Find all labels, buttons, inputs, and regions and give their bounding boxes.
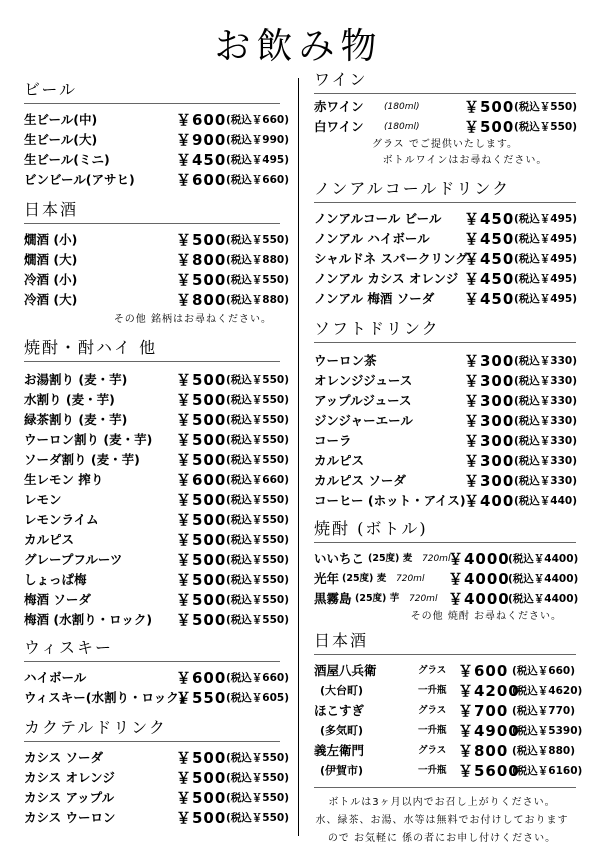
menu-item-price: ￥900	[176, 131, 227, 149]
section-underline	[314, 542, 576, 543]
wine-note-glass: グラス でご提供いたします。	[371, 139, 519, 150]
menu-item	[24, 470, 290, 490]
menu-item-tax: (税込￥4400)	[508, 573, 579, 585]
menu-item	[24, 270, 290, 290]
menu-item-tax: (税込￥550)	[226, 374, 290, 386]
menu-item-name: 梅酒 (水割り・ロック)	[24, 612, 153, 627]
section-title: ソフトドリンク	[314, 319, 440, 338]
menu-item-name: グレープフルーツ	[24, 552, 123, 567]
menu-item	[24, 590, 290, 610]
menu-item-price: ￥500	[176, 571, 227, 589]
menu-item-tax: (税込￥660)	[226, 474, 290, 486]
menu-item-name: ソーダ割り (麦・芋)	[24, 452, 140, 467]
section-title: 日本酒	[314, 631, 369, 650]
menu-item	[24, 410, 290, 430]
menu-item-name: 水割り (麦・芋)	[24, 392, 115, 407]
menu-item	[24, 788, 290, 808]
menu-item	[314, 681, 583, 701]
section-title: 焼酎 (ボトル)	[314, 519, 428, 538]
menu-item-tax: (税込￥330)	[514, 395, 578, 407]
menu-item	[314, 391, 576, 411]
menu-item	[24, 170, 290, 190]
bottle-shochu-section	[314, 519, 579, 625]
menu-item	[24, 768, 290, 788]
menu-item-name: 赤ワイン	[314, 99, 364, 114]
menu-item	[24, 808, 290, 828]
menu-item	[24, 748, 290, 768]
menu-item-price: ￥500	[176, 511, 227, 529]
menu-item-tax: (税込￥6160)	[512, 765, 583, 777]
menu-item-name: カシス アップル	[24, 790, 115, 805]
menu-item	[314, 229, 576, 249]
section-title: カクテルドリンク	[24, 718, 167, 737]
menu-item-size: 720ml	[409, 594, 438, 604]
menu-item	[314, 589, 579, 609]
menu-item	[314, 249, 576, 269]
menu-item	[24, 668, 290, 688]
wine-note-bottle: ボトルワインはお尋ねください。	[382, 155, 548, 166]
menu-item-price: ￥600	[458, 662, 509, 680]
menu-title: お飲み物	[214, 26, 383, 67]
menu-item-tax: (税込￥550)	[226, 394, 290, 406]
menu-item-price: ￥450	[464, 250, 515, 268]
menu-item	[314, 741, 576, 761]
menu-item-name: レモン	[24, 492, 62, 507]
menu-item-price: ￥500	[176, 411, 227, 429]
menu-item-price: ￥600	[176, 111, 227, 129]
menu-item	[314, 97, 576, 117]
menu-list	[314, 549, 579, 609]
section-underline	[314, 202, 576, 203]
menu-item-tax: (税込￥605)	[226, 692, 290, 704]
menu-item-price: ￥500	[176, 431, 227, 449]
menu-list	[24, 748, 290, 828]
menu-item	[314, 451, 576, 471]
menu-item-name: カルピス	[24, 532, 75, 547]
menu-item-price: ￥500	[176, 531, 227, 549]
menu-item-price: ￥500	[176, 271, 227, 289]
menu-item-tax: (税込￥880)	[226, 254, 290, 266]
section-title: 焼酎・酎ハイ 他	[24, 338, 158, 357]
menu-item-name: カシス オレンジ	[24, 770, 115, 785]
footer-note: 水、緑茶、お湯、水等は無料でお付けしております	[315, 815, 569, 826]
menu-item-tax: (税込￥495)	[514, 273, 578, 285]
menu-item-price: ￥500	[464, 118, 515, 136]
menu-item-price: ￥300	[464, 432, 515, 450]
menu-item	[24, 510, 290, 530]
menu-item	[24, 390, 290, 410]
footer-note: ので お気軽に 係の者にお申し付けください。	[327, 833, 557, 844]
menu-item-price: ￥550	[176, 689, 227, 707]
menu-item-tax: (税込￥550)	[514, 121, 578, 133]
menu-item-price: ￥450	[464, 270, 515, 288]
menu-item-price: ￥800	[176, 291, 227, 309]
menu-item-price: ￥300	[464, 372, 515, 390]
menu-item-price: ￥600	[176, 471, 227, 489]
menu-list	[24, 668, 290, 708]
footer-divider	[314, 787, 576, 788]
menu-item-name: カルピス	[314, 453, 365, 468]
menu-item-name: ウィスキー(水割り・ロック)	[24, 690, 185, 705]
menu-item-name: 生ビール(大)	[24, 132, 98, 147]
menu-item-name: 緑茶割り (麦・芋)	[24, 412, 128, 427]
section-underline	[24, 361, 280, 362]
menu-item-tax: (税込￥4400)	[508, 593, 579, 605]
menu-item-price: ￥300	[464, 392, 515, 410]
menu-item-price: ￥450	[176, 151, 227, 169]
menu-item	[314, 351, 576, 371]
menu-item	[314, 371, 576, 391]
menu-item	[24, 290, 290, 310]
menu-list	[24, 110, 290, 190]
menu-item-size: (180ml)	[384, 122, 420, 132]
section-underline	[24, 741, 280, 742]
menu-item-tax: (税込￥330)	[514, 435, 578, 447]
menu-item	[24, 530, 290, 550]
menu-item-price: ￥300	[464, 452, 515, 470]
menu-item-name: コーラ	[314, 433, 352, 448]
menu-item-tax: (税込￥880)	[512, 745, 576, 757]
menu-item-tax: (税込￥495)	[226, 154, 290, 166]
menu-item-name: (伊賀市)	[320, 764, 364, 777]
menu-item	[24, 430, 290, 450]
menu-item-tax: (税込￥550)	[226, 792, 290, 804]
menu-item-name: いいちこ	[314, 551, 365, 566]
menu-item-name: ノンアル カシス オレンジ	[314, 271, 459, 286]
beer-section	[24, 80, 290, 190]
menu-item-name: 酒屋八兵衛	[314, 663, 377, 678]
menu-item	[314, 431, 576, 451]
menu-item	[314, 117, 576, 137]
sake-bottle-section	[314, 631, 583, 781]
shochu-section	[24, 338, 290, 630]
menu-item-spec: (25度) 麦	[342, 573, 387, 584]
menu-item-price: ￥450	[464, 230, 515, 248]
menu-item-tax: (税込￥550)	[226, 574, 290, 586]
section-title: ビール	[24, 80, 78, 99]
menu-item-unit: 一升瓶	[418, 765, 447, 776]
menu-item-tax: (税込￥550)	[226, 514, 290, 526]
menu-item-spec: (25度) 麦	[368, 553, 413, 564]
menu-item	[314, 761, 583, 781]
menu-item-price: ￥500	[176, 769, 227, 787]
menu-item-size: (180ml)	[384, 102, 420, 112]
menu-item-name: レモンライム	[24, 512, 99, 527]
menu-item-tax: (税込￥550)	[226, 594, 290, 606]
menu-item-tax: (税込￥330)	[514, 375, 578, 387]
menu-item-price: ￥300	[464, 412, 515, 430]
menu-item-price: ￥4000	[448, 590, 510, 608]
menu-item-tax: (税込￥550)	[226, 534, 290, 546]
menu-item	[314, 701, 576, 721]
menu-item-price: ￥4900	[458, 722, 520, 740]
menu-item	[314, 721, 583, 741]
menu-item-price: ￥4000	[448, 570, 510, 588]
section-title: ノンアルコールドリンク	[314, 179, 511, 198]
menu-item-tax: (税込￥660)	[226, 114, 290, 126]
menu-item-name: 生レモン 搾り	[24, 472, 104, 487]
menu-item-tax: (税込￥5390)	[512, 725, 583, 737]
menu-item-unit: グラス	[418, 705, 447, 716]
menu-item	[314, 269, 576, 289]
menu-item-price: ￥600	[176, 669, 227, 687]
menu-item	[24, 110, 290, 130]
menu-item-price: ￥500	[176, 231, 227, 249]
menu-item-tax: (税込￥440)	[514, 495, 578, 507]
menu-item-tax: (税込￥4620)	[512, 685, 583, 697]
menu-item-name: ノンアル ハイボール	[314, 231, 430, 246]
menu-item-name: カシス ウーロン	[24, 810, 116, 825]
menu-item-price: ￥500	[464, 98, 515, 116]
sake-section	[24, 200, 290, 328]
menu-item-tax: (税込￥880)	[226, 294, 290, 306]
menu-item-name: カルピス ソーダ	[314, 473, 406, 488]
menu-item-price: ￥500	[176, 491, 227, 509]
menu-item-name: 梅酒 ソーダ	[24, 592, 91, 607]
menu-item-tax: (税込￥550)	[226, 454, 290, 466]
menu-item	[24, 570, 290, 590]
menu-item-tax: (税込￥550)	[226, 494, 290, 506]
menu-item-price: ￥800	[458, 742, 509, 760]
menu-item	[24, 610, 290, 630]
menu-item-price: ￥4200	[458, 682, 520, 700]
menu-item-tax: (税込￥550)	[226, 554, 290, 566]
menu-item-price: ￥600	[176, 171, 227, 189]
menu-item-size: 720ml	[396, 574, 425, 584]
menu-item-tax: (税込￥550)	[226, 772, 290, 784]
menu-item-tax: (税込￥330)	[514, 455, 578, 467]
menu-item-name: カシス ソーダ	[24, 750, 103, 765]
whisky-section	[24, 638, 290, 708]
menu-item-price: ￥500	[176, 451, 227, 469]
softdrink-section	[314, 319, 576, 511]
menu-item	[314, 289, 576, 309]
menu-item-name: ノンアル 梅酒 ソーダ	[314, 291, 435, 306]
menu-item-price: ￥500	[176, 809, 227, 827]
menu-item-price: ￥5600	[458, 762, 520, 780]
menu-item	[314, 549, 579, 569]
menu-list	[314, 97, 576, 137]
menu-item	[24, 688, 290, 708]
cocktail-section	[24, 718, 290, 828]
footer-note: ボトルは3ヶ月以内でお召し上がりください。	[328, 797, 556, 808]
menu-item-tax: (税込￥990)	[226, 134, 290, 146]
menu-item-unit: グラス	[418, 665, 447, 676]
menu-item-price: ￥300	[464, 472, 515, 490]
footer-notes	[304, 794, 580, 848]
menu-item-name: ウーロン割り (麦・芋)	[24, 432, 153, 447]
menu-item-price: ￥500	[176, 749, 227, 767]
menu-item-name: アップルジュース	[314, 393, 412, 408]
menu-item-tax: (税込￥495)	[514, 233, 578, 245]
menu-item-name: ほこすぎ	[314, 703, 365, 718]
menu-item-name: 生ビール(中)	[24, 112, 98, 127]
menu-item-tax: (税込￥495)	[514, 253, 578, 265]
menu-item-tax: (税込￥660)	[226, 174, 290, 186]
menu-item-name: お湯割り (麦・芋)	[24, 372, 128, 387]
menu-item	[314, 491, 576, 511]
menu-item-price: ￥400	[464, 492, 515, 510]
menu-item-unit: グラス	[418, 745, 447, 756]
menu-item-name: 光年	[314, 571, 340, 586]
menu-item-unit: 一升瓶	[418, 725, 447, 736]
menu-item-tax: (税込￥550)	[514, 101, 578, 113]
menu-item-tax: (税込￥330)	[514, 475, 578, 487]
menu-item-name: シャルドネ スパークリング	[314, 251, 468, 266]
menu-item-tax: (税込￥495)	[514, 213, 578, 225]
menu-item-tax: (税込￥550)	[226, 614, 290, 626]
menu-item-name: ノンアルコール ビール	[314, 211, 442, 226]
menu-item-price: ￥800	[176, 251, 227, 269]
menu-list	[314, 661, 583, 781]
section-underline	[314, 93, 576, 94]
menu-item-name: ウーロン茶	[314, 353, 377, 368]
menu-item-tax: (税込￥495)	[514, 293, 578, 305]
section-note: その他 銘柄はお尋ねください。	[113, 314, 272, 325]
menu-item-name: (大台町)	[320, 684, 364, 697]
menu-item-price: ￥500	[176, 789, 227, 807]
menu-item-name: 燗酒 (大)	[24, 252, 78, 267]
menu-item-spec: (25度) 芋	[355, 593, 400, 604]
right-column	[314, 70, 583, 848]
menu-item-name: 白ワイン	[314, 119, 364, 134]
menu-item	[24, 450, 290, 470]
menu-item-price: ￥500	[176, 551, 227, 569]
menu-item	[24, 130, 290, 150]
menu-item-price: ￥500	[176, 371, 227, 389]
section-underline	[24, 103, 280, 104]
menu-item-name: 冷酒 (大)	[24, 292, 78, 307]
menu-item-name: しょっぱ梅	[24, 572, 87, 587]
menu-item-tax: (税込￥660)	[226, 672, 290, 684]
menu-list	[24, 230, 290, 310]
section-underline	[314, 342, 576, 343]
section-title: ウィスキー	[24, 638, 114, 657]
menu-item-price: ￥450	[464, 290, 515, 308]
menu-item-tax: (税込￥550)	[226, 414, 290, 426]
menu-item-price: ￥700	[458, 702, 509, 720]
menu-item-tax: (税込￥660)	[512, 665, 576, 677]
menu-item-price: ￥300	[464, 352, 515, 370]
menu-item-name: (多気町)	[320, 724, 364, 737]
menu-item-unit: 一升瓶	[418, 685, 447, 696]
menu-item-name: 冷酒 (小)	[24, 272, 78, 287]
menu-item	[314, 209, 576, 229]
menu-item-name: 義左衛門	[314, 743, 365, 758]
section-underline	[24, 223, 280, 224]
menu-item-name: 生ビール(ミニ)	[24, 152, 110, 167]
menu-item-name: ハイボール	[24, 670, 87, 685]
menu-item-size: 720ml	[422, 554, 451, 564]
menu-item-price: ￥500	[176, 611, 227, 629]
menu-item	[24, 230, 290, 250]
menu-item-price: ￥500	[176, 591, 227, 609]
menu-item	[314, 411, 576, 431]
column-divider	[298, 78, 299, 836]
menu-item-tax: (税込￥550)	[226, 234, 290, 246]
menu-item-name: オレンジジュース	[314, 373, 413, 388]
menu-item-name: 黒霧島	[314, 591, 352, 606]
menu-item-tax: (税込￥550)	[226, 274, 290, 286]
menu-item-tax: (税込￥550)	[226, 434, 290, 446]
menu-item-tax: (税込￥4400)	[508, 553, 579, 565]
menu-item	[314, 471, 576, 491]
menu-item	[24, 250, 290, 270]
menu-item-name: ジンジャーエール	[314, 413, 413, 428]
menu-item-price: ￥4000	[448, 550, 510, 568]
menu-item	[24, 490, 290, 510]
left-column	[24, 80, 290, 828]
menu-item	[24, 550, 290, 570]
menu-item-tax: (税込￥330)	[514, 355, 578, 367]
menu-item-tax: (税込￥550)	[226, 812, 290, 824]
menu-item-tax: (税込￥550)	[226, 752, 290, 764]
wine-section	[314, 70, 576, 169]
menu-item-price: ￥500	[176, 391, 227, 409]
section-title: 日本酒	[24, 200, 79, 219]
menu-item	[24, 370, 290, 390]
nonalcohol-section	[314, 179, 576, 309]
menu-item-name: 燗酒 (小)	[24, 232, 78, 247]
menu-item	[314, 569, 579, 589]
menu-list	[314, 209, 576, 309]
menu-item-tax: (税込￥330)	[514, 415, 578, 427]
menu-item	[24, 150, 290, 170]
section-title: ワイン	[314, 70, 368, 89]
menu-item-name: ビンビール(アサヒ)	[24, 172, 135, 187]
menu-item-name: コーヒー (ホット・アイス)	[314, 493, 466, 508]
menu-item-price: ￥450	[464, 210, 515, 228]
menu-list	[24, 370, 290, 630]
menu-item-tax: (税込￥770)	[512, 705, 576, 717]
section-note: その他 焼酎 お尋ねください。	[410, 611, 562, 622]
menu-list	[314, 351, 576, 511]
section-underline	[314, 654, 576, 655]
menu-item	[314, 661, 576, 681]
section-underline	[24, 661, 280, 662]
